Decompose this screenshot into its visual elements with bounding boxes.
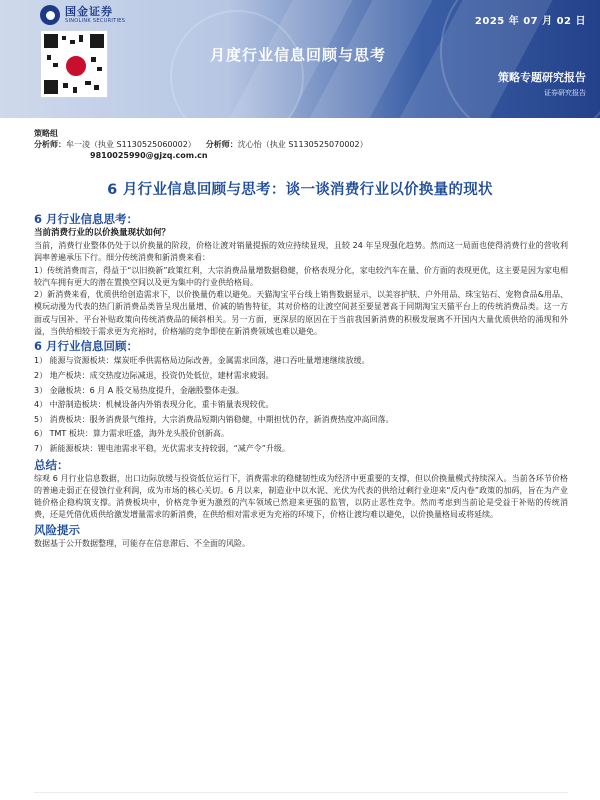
logo-subtitle: SINOLINK SECURITIES — [65, 18, 126, 24]
report-date: 2025 年 07 月 02 日 — [474, 16, 586, 27]
page-title: 6 月行业信息回顾与思考：谈一谈消费行业以价换量的现状 — [107, 182, 493, 198]
list-item: 3） 金融板块：6 月 A 股交易热度提升，金融股整体走强。 — [34, 385, 244, 395]
paragraph: 综观 6 月行业信息数据，出口边际放缓与投资低位运行下，消费需求的稳健韧性成为经济中更重要的支撑，但以价换量模式持续深入。当前各环节价格的普遍走弱正在侵蚀行业利润，成为市场的核心关切。6 月以来，制造业中以水泥、光伏为代表的供给过剩行业迎来“反内卷”政策的加码，旨在为产业链价格企稳构筑支撑。消费板块中，价格竞争更为激烈的汽车领域已然迎来更强的监管，以防止恶性竞争。然而考虑到当前论是受益于补贴的传统消费，还是凭借优质供给激发增量需求的新消费，在供给相对需求更为充裕的环境下，价格让渡均难以避免，以价换量格局或将延续。 — [34, 473, 568, 520]
report-subtype: 证券研究报告 — [544, 89, 586, 97]
section-subheading: 当前消费行业的以价换量现状如何？ — [34, 228, 171, 238]
team-name: 策略组 — [34, 129, 58, 138]
list-item: 5） 消费板块：服务消费景气维持，大宗消费品短期内销稳健，中期担忧仍存，新消费热度冲高回落。 — [34, 414, 394, 424]
analyst-block — [34, 128, 368, 161]
logo-name: 国金证券 — [65, 5, 113, 18]
report-body — [34, 212, 568, 550]
analyst-email: 9810025990@gjzq.com.cn — [90, 151, 208, 160]
analyst-1: 分析师：牟一凌（执业 S1130525060002） — [34, 140, 196, 149]
section-heading-review: 6 月行业信息回顾： — [34, 339, 139, 354]
list-item: 6） TMT 板块：算力需求旺盛，海外龙头股价创新高。 — [34, 429, 229, 439]
list-item: 4） 中游制造板块：机械设备内外销表现分化，重卡销量表现较优。 — [34, 400, 274, 410]
divider — [34, 792, 568, 793]
qr-code-icon — [40, 30, 108, 98]
header-banner — [0, 0, 600, 118]
analyst-2: 分析师：沈心怡（执业 S1130525070002） — [205, 140, 368, 149]
section-heading-summary: 总结： — [34, 457, 69, 472]
list-item: 7） 新能源板块：锂电池需求平稳，光伏需求支持较弱，“减产令”升级。 — [34, 443, 290, 453]
review-list — [34, 354, 568, 456]
paragraph: 当前，消费行业整体仍处于以价换量的阶段，价格让渡对销量提振的效应持续显现，且较 24 年呈现强化趋势。然而这一局面也使得消费行业的营收利润率普遍承压下行。细分传统消费和新消费来看： — [34, 241, 568, 263]
section-heading-risk: 风险提示 — [34, 522, 80, 537]
list-item: 2） 地产板块：成交热度边际减退，投资仍处低位，建材需求疲弱。 — [34, 370, 274, 380]
paragraph: 2）新消费来看，优质供给创造需求下，以价换量仍难以避免。天猫淘宝平台线上销售数据显示，以美容护肤、户外用品、珠宝钻石、宠物食品&用品、模玩动漫为代表的热门新消费品类皆呈现出量增、价减的销售特征，其对价格的让渡空间甚至要显著高于同期淘宝天猫平台上的传统消费品类。这一方面或与国补、平台补贴政策向传统消费品的倾斜相关。另一方面，更深层的原因在于当前我国新消费的积极发展离不开国内大量优质供给的涌现和外溢，当供给相较于需求更为充裕时，价格端的竞争即使在新消费领域也难以避免。 — [34, 290, 568, 337]
company-logo — [40, 5, 125, 25]
paragraph: 数据基于公开数据整理，可能存在信息滞后、不全面的风险。 — [34, 538, 250, 548]
paragraph: 1）传统消费而言，得益于“以旧换新”政策红利，大宗消费品量增数据稳健，价格表现分化，家电较汽车在量、价方面的表现更优，这主要是因为家电相较汽车拥有更大的潜在置换空间以及更为集中的行业供给格局。 — [34, 265, 568, 287]
report-type: 策略专题研究报告 — [498, 71, 586, 84]
banner-title: 月度行业信息回顾与思考 — [210, 46, 387, 64]
list-item: 1） 能源与资源板块：煤炭旺季供需格局边际改善，金属需求回落，港口吞吐量增速继续放缓。 — [34, 356, 370, 366]
logo-icon — [40, 5, 60, 25]
section-heading-thoughts: 6 月行业信息思考： — [34, 212, 139, 226]
